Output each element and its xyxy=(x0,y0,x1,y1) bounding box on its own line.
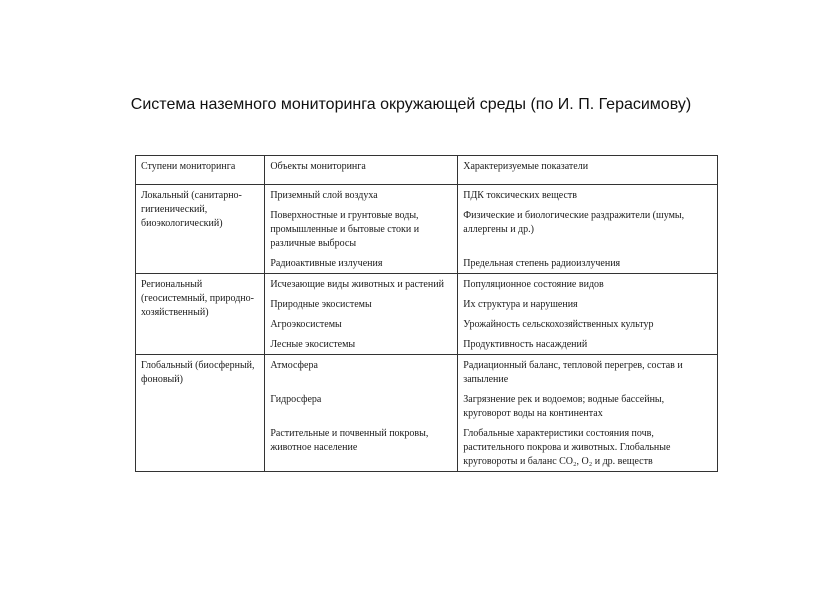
header-objects: Объекты мониторинга xyxy=(265,156,458,185)
table-row xyxy=(136,185,718,206)
level-global: Глобальный (биосферный, фоновый) xyxy=(136,355,265,472)
table-header-row xyxy=(136,156,718,185)
object-cell: Исчезающие виды животных и растений xyxy=(265,274,458,295)
object-cell: Радиоактивные излучения xyxy=(265,253,458,274)
header-indicators: Характеризуемые показатели xyxy=(458,156,718,185)
object-cell: Гидросфера xyxy=(265,389,458,423)
indicator-cell: Загрязнение рек и водоемов; водные бассейны, круговорот воды на континентах xyxy=(458,389,718,423)
indicator-cell: ПДК токсических веществ xyxy=(458,185,718,206)
object-cell: Природные экосистемы xyxy=(265,294,458,314)
level-regional: Региональный (геосистемный, природно-хозяйственный) xyxy=(136,274,265,355)
object-cell: Атмосфера xyxy=(265,355,458,390)
page-title: Система наземного мониторинга окружающей среды (по И. П. Герасимову) xyxy=(130,96,692,113)
indicator-cell: Предельная степень радиоизлучения xyxy=(458,253,718,274)
indicator-cell: Глобальные характеристики состояния почв, растительного покрова и животных. Глобальные круговороты и баланс CO₂, O₂ и др. веществ xyxy=(458,423,718,472)
level-local: Локальный (санитарно-гигиенический, биоэкологический) xyxy=(136,185,265,274)
object-cell: Лесные экосистемы xyxy=(265,334,458,355)
object-cell: Приземный слой воздуха xyxy=(265,185,458,206)
indicator-cell: Урожайность сельскохозяйственных культур xyxy=(458,314,718,334)
table-row xyxy=(136,274,718,295)
monitoring-table xyxy=(135,155,718,472)
indicator-cell: Популяционное состояние видов xyxy=(458,274,718,295)
object-cell: Растительные и почвенный покровы, животное население xyxy=(265,423,458,472)
object-cell: Агроэкосистемы xyxy=(265,314,458,334)
indicator-cell: Их структура и нарушения xyxy=(458,294,718,314)
header-levels: Ступени мониторинга xyxy=(136,156,265,185)
table-row xyxy=(136,355,718,390)
indicator-cell: Радиационный баланс, тепловой перегрев, состав и запыление xyxy=(458,355,718,390)
indicator-cell: Продуктивность насаждений xyxy=(458,334,718,355)
object-cell: Поверхностные и грунтовые воды, промышленные и бытовые стоки и различные выбросы xyxy=(265,205,458,253)
indicator-cell: Физические и биологические раздражители (шумы, аллергены и др.) xyxy=(458,205,718,253)
